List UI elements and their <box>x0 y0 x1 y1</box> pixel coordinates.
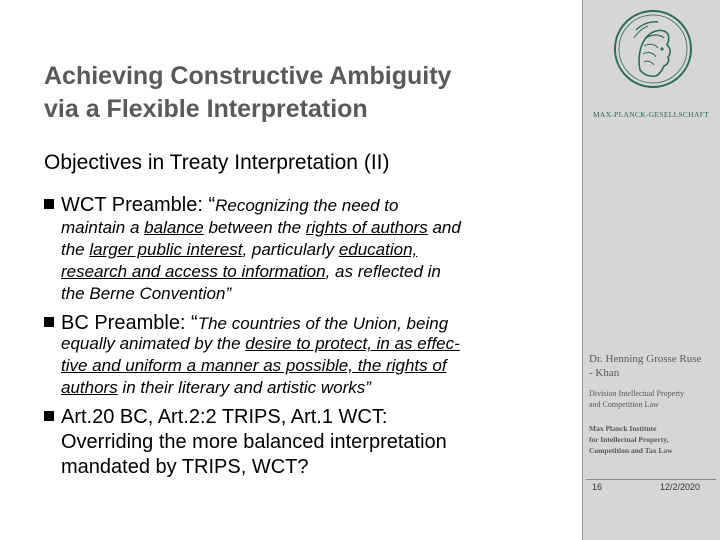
quote-line <box>61 333 460 355</box>
quote-text: between the <box>203 218 306 237</box>
underlined-phrase: desire to protect, in as effec- <box>245 334 460 353</box>
author-name <box>589 352 717 380</box>
quote-text: , particularly <box>242 240 339 259</box>
footer-divider <box>586 479 716 480</box>
quote-line <box>61 239 461 261</box>
slide-subtitle: Objectives in Treaty Interpretation (II) <box>44 151 390 174</box>
bullet-square-icon <box>44 317 54 327</box>
institute-line: for Intellectual Property, <box>589 435 669 444</box>
author-line: - Khan <box>589 367 620 379</box>
bullet-articles <box>44 405 387 429</box>
department-line: and Competition Law <box>589 400 659 409</box>
author-line: Dr. Henning Grosse Ruse <box>589 353 702 365</box>
slide-date: 12/2/2020 <box>660 482 701 492</box>
underlined-phrase: education, <box>338 240 418 259</box>
quote-text: , as reflected in <box>325 262 441 281</box>
underlined-phrase: larger public interest <box>89 240 243 259</box>
minerva-head-icon <box>612 8 694 90</box>
underlined-phrase: research and access to information <box>61 262 326 281</box>
body-line: Overriding the more balanced interpretation <box>61 431 447 453</box>
department-line: Division Intellectual Property <box>589 389 685 398</box>
underlined-phrase: tive and uniform a manner as possible, the rights of <box>61 356 447 375</box>
underlined-phrase: rights of authors <box>305 218 428 237</box>
bullet-square-icon <box>44 411 54 421</box>
quote-text: equally animated by the <box>61 334 246 353</box>
bullet-lead: Art.20 BC, Art.2:2 TRIPS, Art.1 WCT: <box>61 406 388 428</box>
quote-text: the <box>61 240 90 259</box>
bullet-wct-preamble <box>44 193 398 218</box>
quote-line <box>61 377 460 399</box>
underlined-phrase: balance <box>144 218 204 237</box>
logo-wordmark: MAX-PLANCK-GESELLSCHAFT <box>592 110 710 119</box>
bullet-lead: WCT Preamble: “ <box>61 194 216 216</box>
wct-quote <box>61 217 461 305</box>
bullet-lead-italic: The countries of the Union, being <box>197 314 449 333</box>
institute-line: Max Planck Institute <box>589 424 657 433</box>
institute <box>589 423 717 456</box>
title-line: via a Flexible Interpretation <box>44 95 368 123</box>
bullet-lead-italic: Recognizing the need to <box>215 196 399 215</box>
quote-line <box>61 355 460 377</box>
quote-line <box>61 217 461 239</box>
quote-text: in their literary and artistic works” <box>117 378 371 397</box>
quote-text: maintain a <box>61 218 145 237</box>
bullet-square-icon <box>44 199 54 209</box>
department <box>589 388 717 410</box>
page-number: 16 <box>592 482 603 492</box>
quote-line <box>61 283 461 305</box>
quote-text: the Berne Convention” <box>61 284 232 303</box>
bullet-lead: BC Preamble: “ <box>61 312 198 334</box>
body-line: mandated by TRIPS, WCT? <box>61 456 309 478</box>
quote-line <box>61 261 461 283</box>
title-line: Achieving Constructive Ambiguity <box>44 62 452 90</box>
articles-body <box>61 430 447 480</box>
bc-quote <box>61 333 460 399</box>
slide-title <box>44 60 564 126</box>
underlined-phrase: authors <box>61 378 118 397</box>
institute-line: Competition and Tax Law <box>589 446 673 455</box>
quote-text: and <box>427 218 461 237</box>
